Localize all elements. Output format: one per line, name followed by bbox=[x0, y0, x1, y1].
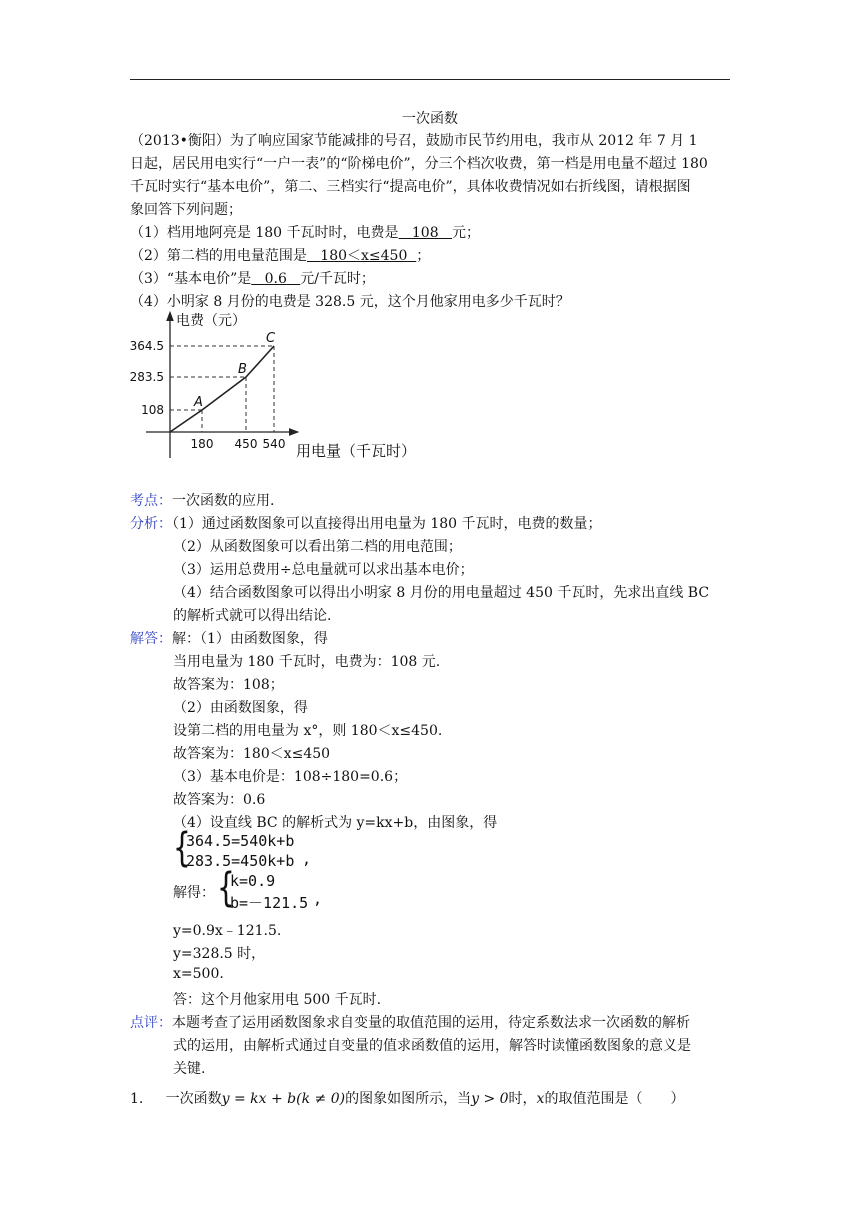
question-text: （1）档用地阿亮是 180 千瓦时时，电费是 bbox=[130, 225, 399, 241]
kaodian-text: 一次函数的应用. bbox=[172, 493, 275, 509]
dianping-line: 本题考查了运用函数图象求自变量的取值范围的运用，待定系数法求一次函数的解析 bbox=[172, 1015, 690, 1031]
equation-system-2 bbox=[217, 865, 337, 916]
equation-row: b=－121.5 bbox=[230, 894, 309, 912]
question-number: 1. bbox=[130, 1091, 144, 1107]
x-axis-label: 用电量（千瓦时） bbox=[296, 442, 417, 460]
y-tick-label: 283.5 bbox=[129, 370, 164, 384]
fenxi-line: 的解析式就可以得出结论. bbox=[173, 608, 332, 624]
answer-blank bbox=[399, 225, 452, 241]
equation-row: 283.5=450k+b bbox=[186, 852, 295, 870]
y-axis-label: 电费（元） bbox=[176, 313, 246, 329]
fenxi-line: （4）结合函数图象可以得出小明家 8 月份的用电量超过 450 千瓦时，先求出直线 BC bbox=[173, 585, 710, 601]
question-1 bbox=[130, 222, 480, 242]
jieda-line: （2）由函数图象，得 bbox=[173, 700, 308, 716]
page-title: 一次函数 bbox=[402, 111, 458, 127]
fenxi-label: 分析： bbox=[130, 516, 172, 532]
solve-label: 解得： bbox=[173, 885, 215, 901]
series-segment bbox=[246, 346, 274, 377]
point-label: A bbox=[194, 395, 203, 410]
equation-tail: , bbox=[302, 850, 312, 868]
problem-line: 日起，居民用电实行“一户一表”的“阶梯电价”，分三个档次收费，第一档是用电量不超过 180 bbox=[130, 156, 708, 172]
question-text: 的取值范围是（ ） bbox=[544, 1091, 685, 1107]
question-text: ； bbox=[416, 248, 431, 264]
jieda-line: 故答案为：180＜x≤450 bbox=[173, 746, 331, 762]
brace-icon: { bbox=[217, 865, 235, 911]
x-tick-label: 450 bbox=[234, 437, 258, 451]
jieda-after-line: x=500. bbox=[173, 966, 224, 982]
series-segment bbox=[170, 410, 202, 432]
jieda-line: （4）设直线 BC 的解析式为 y=kx+b，由图象，得 bbox=[173, 815, 498, 831]
dianping-label: 点评： bbox=[130, 1015, 172, 1031]
jieda-label: 解答： bbox=[130, 631, 172, 647]
answer-value: 108 bbox=[411, 225, 439, 241]
jieda bbox=[130, 628, 328, 648]
question-2 bbox=[130, 245, 430, 265]
equation-row: k=0.9 bbox=[230, 872, 276, 890]
answer-blank bbox=[251, 271, 300, 287]
series-segment bbox=[202, 377, 246, 410]
question-text: 的图象如图所示，当 bbox=[345, 1091, 472, 1107]
y-tick-label: 108 bbox=[141, 403, 164, 417]
question-text: （3）“基本电价”是 bbox=[130, 271, 252, 287]
jieda-line: 解：（1）由函数图象，得 bbox=[172, 631, 328, 647]
answer-value: 180＜x≤450 bbox=[320, 248, 408, 264]
question-3 bbox=[130, 268, 375, 288]
question-4: （4）小明家 8 月份的电费是 328.5 元，这个月他家用电多少千瓦时？ bbox=[130, 294, 570, 310]
problem-line: 千瓦时实行“基本电价”，第二、三档实行“提高电价”，具体收费情况如右折线图，请根据图 bbox=[130, 179, 691, 195]
dianping bbox=[130, 1012, 690, 1032]
equation-row: 364.5=540k+b bbox=[186, 832, 295, 850]
formula: y = kx + b(k ≠ 0) bbox=[221, 1091, 346, 1107]
question-text: 元； bbox=[451, 225, 480, 241]
point-label: B bbox=[238, 362, 247, 377]
question-text: 一次函数 bbox=[165, 1091, 222, 1107]
point-label: C bbox=[266, 331, 276, 346]
x-tick-label: 180 bbox=[190, 437, 214, 451]
question-text: 元/千瓦时； bbox=[300, 271, 375, 287]
jieda-after-line: y=0.9x﹣121.5. bbox=[173, 923, 282, 939]
fenxi-line: （1）通过函数图象可以直接得出用电量为 180 千瓦时，电费的数量； bbox=[172, 516, 602, 532]
condition: y > 0 bbox=[471, 1091, 509, 1107]
question-text: 时， bbox=[508, 1091, 537, 1107]
question-text: （2）第二档的用电量范围是 bbox=[130, 248, 307, 264]
header-rule bbox=[130, 79, 730, 80]
electricity-fee-chart bbox=[129, 308, 426, 474]
problem-line: （2013•衡阳）为了响应国家节能减排的号召，鼓励市民节约用电，我市从 2012 年 7 月 1 bbox=[130, 133, 698, 149]
kaodian-label: 考点： bbox=[130, 493, 172, 509]
answer-blank bbox=[307, 248, 416, 264]
fenxi bbox=[130, 513, 602, 533]
jieda-line: 故答案为：108； bbox=[173, 677, 284, 693]
variable: x bbox=[536, 1091, 545, 1107]
brace-icon: { bbox=[173, 825, 191, 871]
jieda-line: 设第二档的用电量为 x°，则 180＜x≤450. bbox=[173, 723, 443, 739]
equation-tail: , bbox=[313, 890, 323, 908]
jieda-line: （3）基本电价是：108÷180=0.6； bbox=[173, 769, 408, 785]
y-tick-label: 364.5 bbox=[129, 339, 164, 353]
fenxi-line: （3）运用总费用÷总电量就可以求出基本电价； bbox=[173, 562, 474, 578]
dianping-line: 关键. bbox=[173, 1061, 206, 1077]
jieda-line: 当用电量为 180 千瓦时，电费为：108 元. bbox=[173, 654, 441, 670]
next-question bbox=[130, 1088, 684, 1108]
equation-system-1 bbox=[173, 825, 333, 876]
kaodian bbox=[130, 490, 274, 510]
answer-value: 0.6 bbox=[264, 271, 287, 287]
problem-line: 象回答下列问题； bbox=[130, 202, 242, 218]
jieda-line: 故答案为：0.6 bbox=[173, 792, 266, 808]
jieda-after-line: y=328.5 时， bbox=[173, 946, 266, 962]
dianping-line: 式的运用，由解析式通过自变量的值求函数值的运用，解答时读懂函数图象的意义是 bbox=[173, 1038, 691, 1054]
jieda-after-line: 答：这个月他家用电 500 千瓦时. bbox=[173, 992, 382, 1008]
fenxi-line: （2）从函数图象可以看出第二档的用电范围； bbox=[173, 539, 462, 555]
x-tick-label: 540 bbox=[262, 437, 286, 451]
